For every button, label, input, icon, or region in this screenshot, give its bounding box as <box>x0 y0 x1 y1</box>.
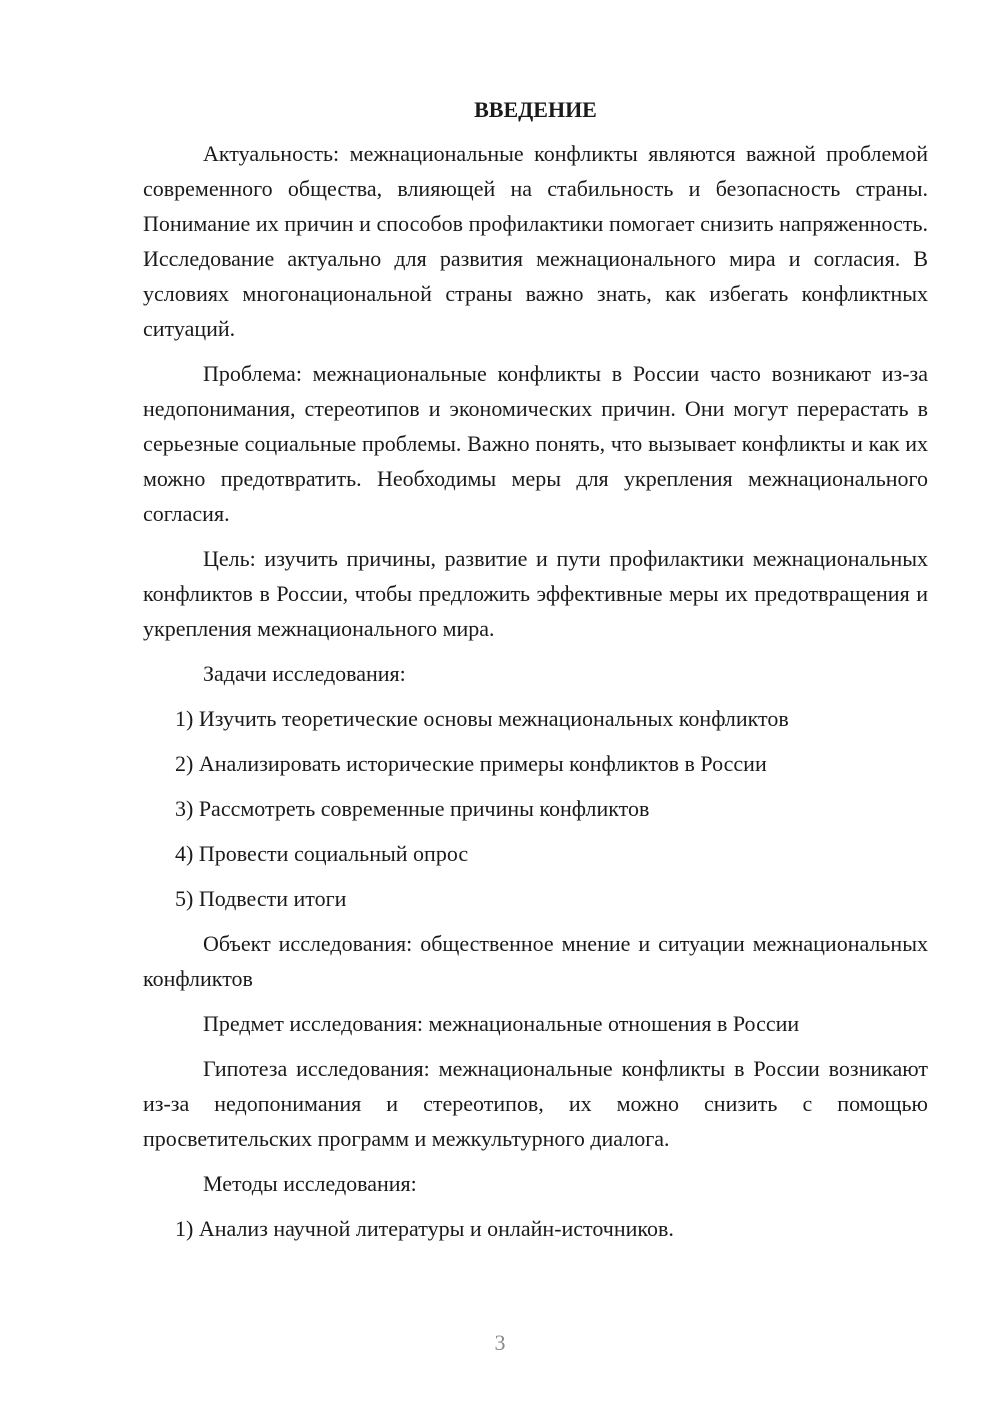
document-page <box>143 94 928 1256</box>
subject-paragraph: Предмет исследования: межнациональные отношения в России <box>203 1011 800 1036</box>
method-item: 1) Анализ научной литературы и онлайн-источников. <box>175 1216 674 1241</box>
goal-paragraph: Цель: изучить причины, развитие и пути профилактики межнациональных конфликтов в России, чтобы предложить эффективные меры их предотвращения и укрепления межнационального мира. <box>143 546 928 641</box>
task-item: 1) Изучить теоретические основы межнациональных конфликтов <box>175 706 789 731</box>
task-item: 4) Провести социальный опрос <box>175 841 469 866</box>
hypothesis-paragraph: Гипотеза исследования: межнациональные конфликты в России возникают из-за недопонимания и стереотипов, их можно снизить с помощью просветительских программ и межкультурного диалога. <box>143 1056 928 1151</box>
page-number: 3 <box>494 1330 506 1355</box>
section-title: ВВЕДЕНИЕ <box>474 97 597 122</box>
problem-paragraph: Проблема: межнациональные конфликты в России часто возникают из-за недопонимания, стереотипов и экономических причин. Они могут перерастать в серьезные социальные проблемы. Важно понять, что вызывает конфликты и как их можно предотвратить. Необходимы меры для укрепления межнационального согласия. <box>143 361 928 526</box>
relevance-paragraph: Актуальность: межнациональные конфликты являются важной проблемой современного общества, влияющей на стабильность и безопасность страны. Понимание их причин и способов профилактики помогает снизить напряженность. Исследование актуально для развития межнационального мира и согласия. В условиях многонациональной страны важно знать, как избегать конфликтных ситуаций. <box>143 141 928 341</box>
task-item: 3) Рассмотреть современные причины конфликтов <box>175 796 650 821</box>
tasks-heading: Задачи исследования: <box>203 661 406 686</box>
task-item: 5) Подвести итоги <box>175 886 347 911</box>
object-paragraph: Объект исследования: общественное мнение и ситуации межнациональных конфликтов <box>143 931 928 991</box>
methods-heading: Методы исследования: <box>203 1171 417 1196</box>
task-item: 2) Анализировать исторические примеры конфликтов в России <box>175 751 767 776</box>
